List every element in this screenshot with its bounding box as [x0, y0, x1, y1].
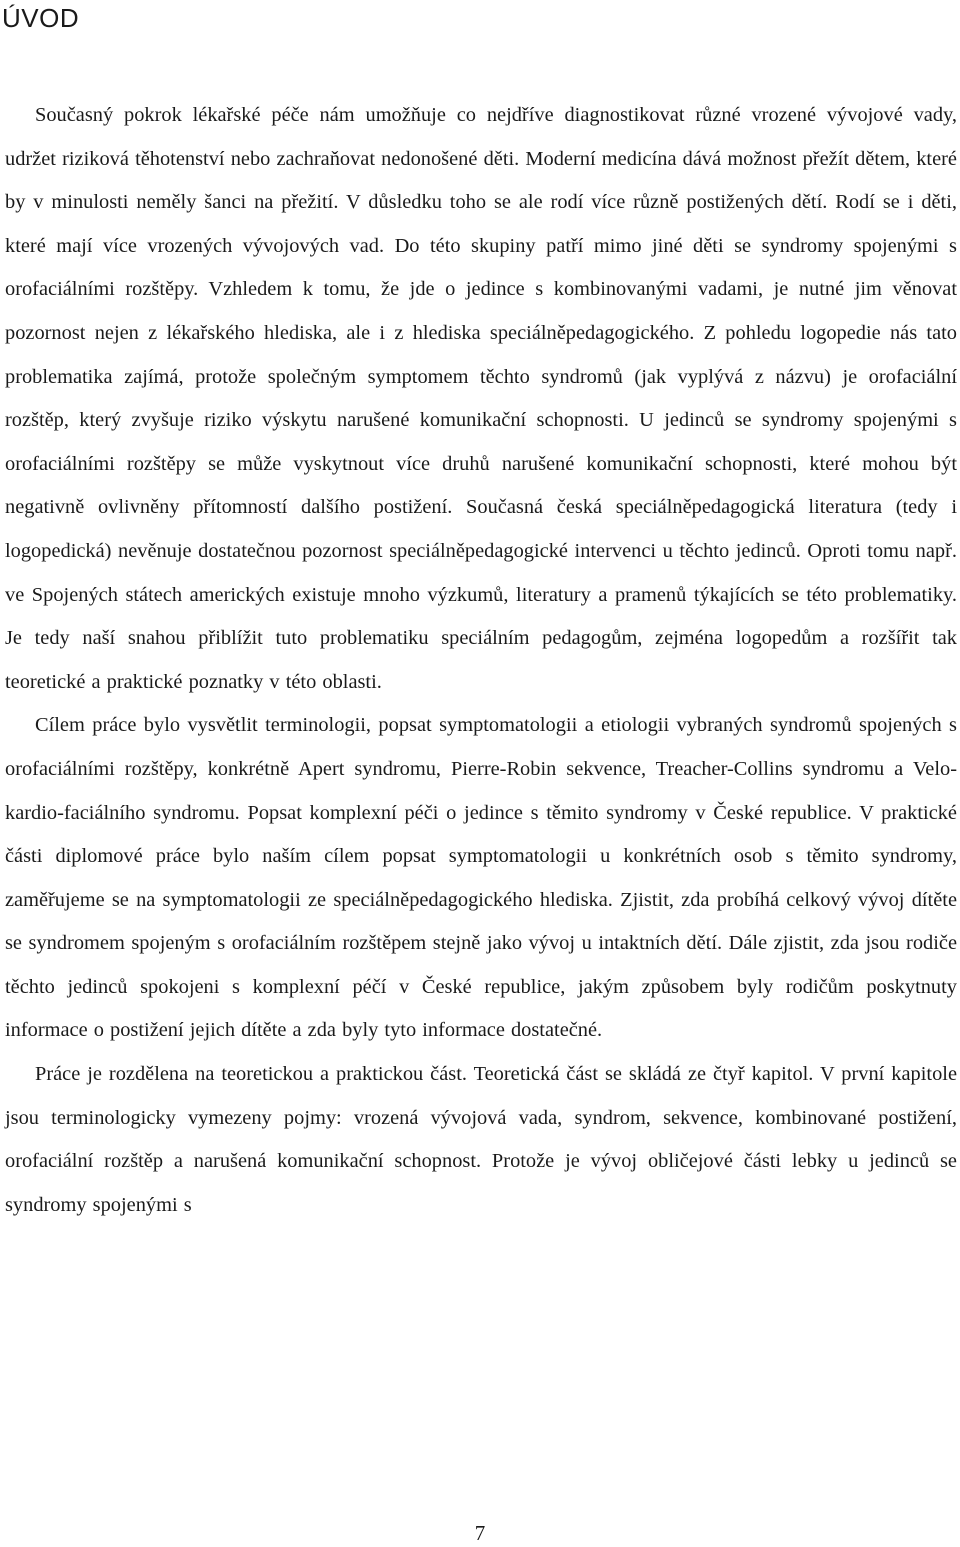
paragraph-intro: Současný pokrok lékařské péče nám umožňuje co nejdříve diagnostikovat různé vrozené vývojové vady, udržet riziková těhotenství nebo zachraňovat nedonošené děti. Moderní medicína dává možnost přežít dětem, které by v minulosti neměly šanci na přežití. V důsledku toho se ale rodí více různě postižených dětí. Rodí se i děti, které mají více vrozených vývojových vad. Do této skupiny patří mimo jiné děti se syndromy spojenými s orofaciálními rozštěpy. Vzhledem k tomu, že jde o jedince s kombinovanými vadami, je nutné jim věnovat pozornost nejen z lékařského hlediska, ale i z hlediska speciálněpedagogického. Z pohledu logopedie nás tato problematika zajímá, protože společným symptomem těchto syndromů (jak vyplývá z názvu) je orofaciální rozštěp, který zvyšuje riziko výskytu narušené komunikační schopnosti. U jedinců se syndromy spojenými s orofaciálními rozštěpy se může vyskytnout více druhů narušené komunikační schopnosti, které mohou být negativně ovlivněny přítomností dalšího postižení. Současná česká speciálněpedagogická literatura (tedy i logopedická) nevěnuje dostatečnou pozornost speciálněpedagogické intervenci u těchto jedinců. Oproti tomu např. ve Spojených státech amerických existuje mnoho výzkumů, literatury a pramenů týkajících se této problematiky. Je tedy naší snahou přiblížit tuto problematiku speciálním pedagogům, zejména logopedům a rozšířit tak teoretické a praktické poznatky v této oblasti. — [5, 104, 957, 693]
section-heading: ÚVOD — [2, 3, 80, 33]
page-number: 7 — [474, 1521, 486, 1545]
body-text — [5, 94, 957, 1227]
paragraph-aims: Cílem práce bylo vysvětlit terminologii, popsat symptomatologii a etiologii vybraných syndromů spojených s orofaciálními rozštěpy, konkrétně Apert syndromu, Pierre-Robin sekvence, Treacher-Collins syndromu a Velo-kardio-faciálního syndromu. Popsat komplexní péči o jedince s těmito syndromy v České republice. V praktické části diplomové práce bylo naším cílem popsat symptomatologii u konkrétních osob s těmito syndromy, zaměřujeme se na symptomatologii ze speciálněpedagogického hlediska. Zjistit, zda probíhá celkový vývoj dítěte se syndromem spojeným s orofaciálním rozštěpem stejně jako vývoj u intaktních dětí. Dále zjistit, zda jsou rodiče těchto jedinců spokojeni s komplexní péčí v České republice, jakým způsobem byly rodičům poskytnuty informace o postižení jejich dítěte a zda byly tyto informace dostatečné. — [5, 714, 957, 1042]
paragraph-structure: Práce je rozdělena na teoretickou a praktickou část. Teoretická část se skládá ze čtyř kapitol. V první kapitole jsou terminologicky vymezeny pojmy: vrozená vývojová vada, syndrom, sekvence, kombinované postižení, orofaciální rozštěp a narušená komunikační schopnost. Protože je vývoj obličejové části lebky u jedinců se syndromy spojenými s — [5, 1063, 957, 1216]
